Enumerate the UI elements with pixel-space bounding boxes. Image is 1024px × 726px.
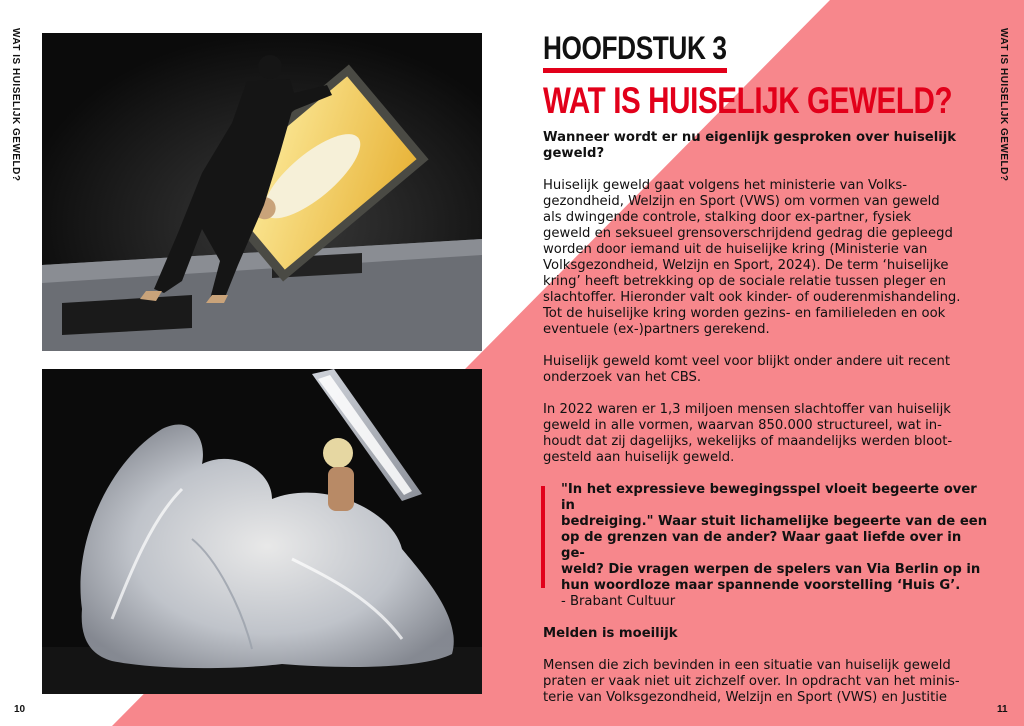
quote-bar: [541, 486, 545, 588]
chapter-underline: [543, 68, 727, 73]
paragraph-definition: Huiselijk geweld gaat volgens het ministerie van Volks- gezondheid, Welzijn en Sport (VWS) om vormen van geweld als dwingende controle, stalking door ex-partner, fysiek geweld en seksueel grensoverschrijdend gedrag die gepleegd worden door iemand uit de huiselijke kring (Ministerie van Volksgezondheid, Welzijn en Sport, 2024). De term ‘huiselijke kring’ heeft betrekking op de sociale relatie tussen pleger en slachtoffer. Hieronder valt ook kinder- of ouderenmishandeling. Tot de huiselijke kring worden gezins- en familieleden en ook eventuele (ex-)partners gerekend.: [543, 178, 961, 337]
pull-quote: [543, 482, 988, 610]
chapter-label: HOOFDSTUK 3: [543, 30, 727, 66]
chapter-title: WAT IS HUISELIJK GEWELD?: [543, 80, 953, 121]
quote-text: "In het expressieve bewegingsspel vloeit begeerte over in bedreiging." Waar stuit lichamelijke begeerte van de een op de grenzen van de ander? Waar gaat liefde over in ge- weld? Die vragen werpen de spelers van Via Berlin op in hun woordloze maar spannende voorstelling ‘Huis G’.: [561, 482, 988, 593]
article-body: [543, 130, 988, 706]
paragraph-reporting: Mensen die zich bevinden in een situatie van huiselijk geweld praten er vaak niet uit zichzelf over. In opdracht van het minis- terie van Volksgezondheid, Welzijn en Sport (VWS) en Justitie: [543, 658, 960, 705]
quote-source: - Brabant Cultuur: [561, 594, 676, 609]
subheading: Melden is moeilijk: [543, 626, 678, 641]
page-number-left: 10: [14, 704, 26, 715]
stage-photo-plastic: [42, 369, 482, 694]
page-number-right: 11: [997, 704, 1008, 715]
stage-photo-lightbox: [42, 33, 482, 351]
paragraph-prevalence: Huiselijk geweld komt veel voor blijkt onder andere uit recent onderzoek van het CBS.: [543, 354, 951, 385]
running-header-right: WAT IS HUISELIJK GEWELD?: [998, 28, 1009, 182]
lead-question: Wanneer wordt er nu eigenlijk gesproken over huiselijk geweld?: [543, 130, 957, 161]
paragraph-statistics: In 2022 waren er 1,3 miljoen mensen slachtoffer van huiselijk geweld in alle vormen, waarvan 850.000 structureel, wat in- houdt dat zij dagelijks, wekelijks of maandelijks werden bloot- gesteld aan huiselijk geweld.: [543, 402, 953, 465]
running-header-left: WAT IS HUISELIJK GEWELD?: [10, 28, 21, 182]
